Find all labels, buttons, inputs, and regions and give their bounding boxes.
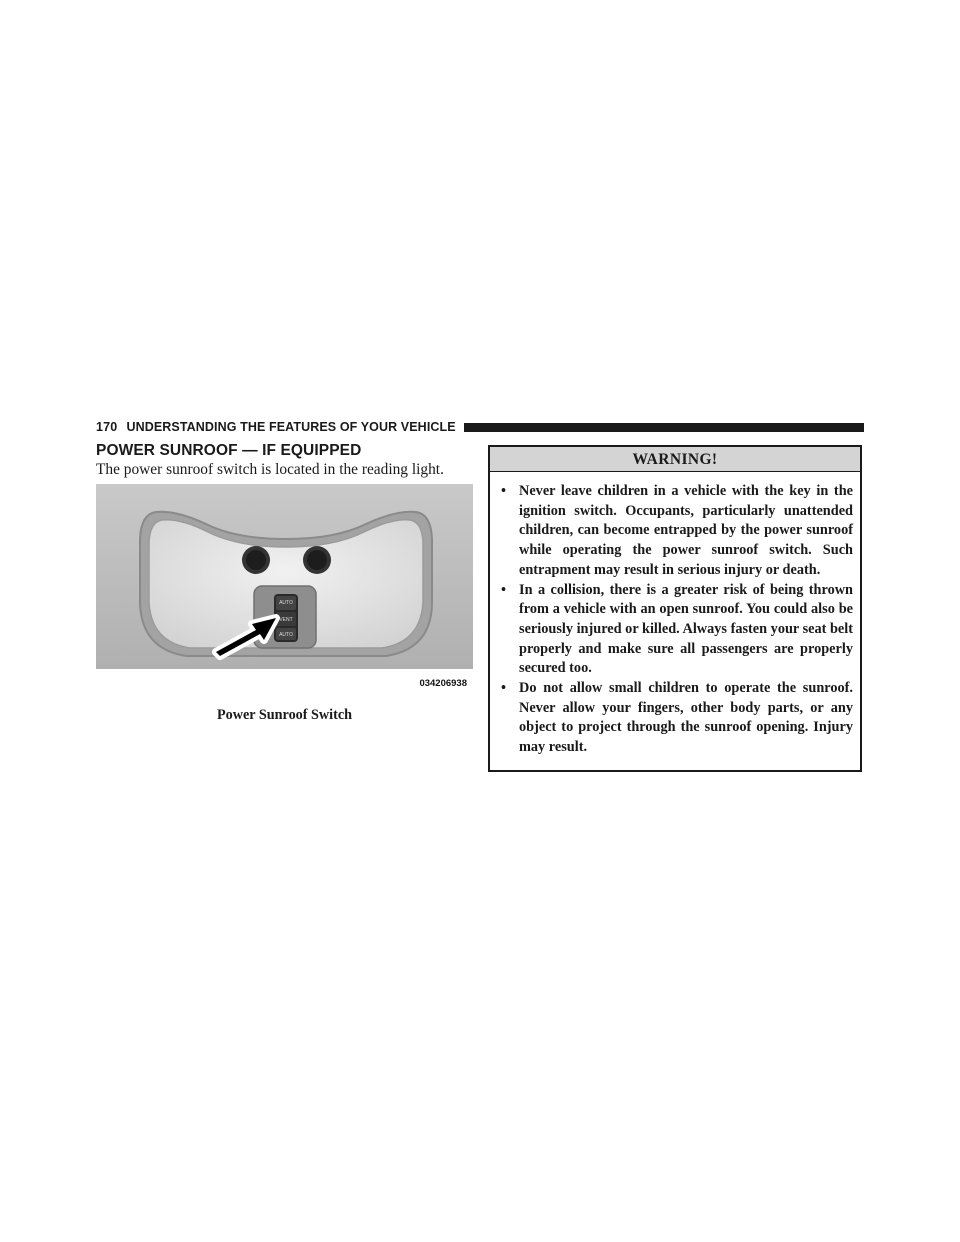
bullet-icon: •: [501, 483, 507, 499]
figure-caption: Power Sunroof Switch: [216, 707, 353, 723]
bullet-icon: •: [501, 680, 507, 697]
warning-item: [501, 581, 853, 680]
intro-paragraph: The power sunroof switch is located in the reading light.: [96, 461, 444, 478]
header-rule: [464, 423, 864, 432]
switch-label-top: AUTO: [279, 600, 293, 606]
reading-light-illustration: [96, 484, 473, 694]
sunroof-switch-photo: [96, 484, 473, 694]
chapter-title: UNDERSTANDING THE FEATURES OF YOUR VEHICLE: [126, 420, 456, 434]
warning-item-text: Do not allow small children to operate the sunroof. Never allow your fingers, other body parts, or any object to project through the sunroof opening. Injury may result.: [519, 680, 853, 756]
warning-item-text: Never leave children in a vehicle with the key in the ignition switch. Occupants, particularly unattended children, can become entrapped by the power sunroof while operating the power sunroof switch. Such entrapment may result in serious injury or death.: [519, 483, 853, 578]
switch-label-bottom: AUTO: [279, 632, 293, 638]
warning-title: WARNING!: [490, 447, 860, 472]
warning-list: [490, 472, 860, 758]
section-heading: POWER SUNROOF — IF EQUIPPED: [96, 442, 362, 459]
warning-item-text: In a collision, there is a greater risk of being thrown from a vehicle with an open sunroof. You could also be seriously injured or killed. Always fasten your seat belt properly and make sure all passengers are properly secured too.: [519, 581, 854, 677]
bullet-icon: •: [501, 581, 507, 598]
warning-box: [488, 445, 862, 772]
figure-id: 034206938: [419, 678, 467, 689]
page-header: [96, 418, 864, 436]
page-number: 170: [96, 420, 118, 434]
warning-item: [501, 482, 853, 581]
warning-item: [501, 679, 853, 758]
switch-label-vent: VENT: [279, 617, 293, 623]
